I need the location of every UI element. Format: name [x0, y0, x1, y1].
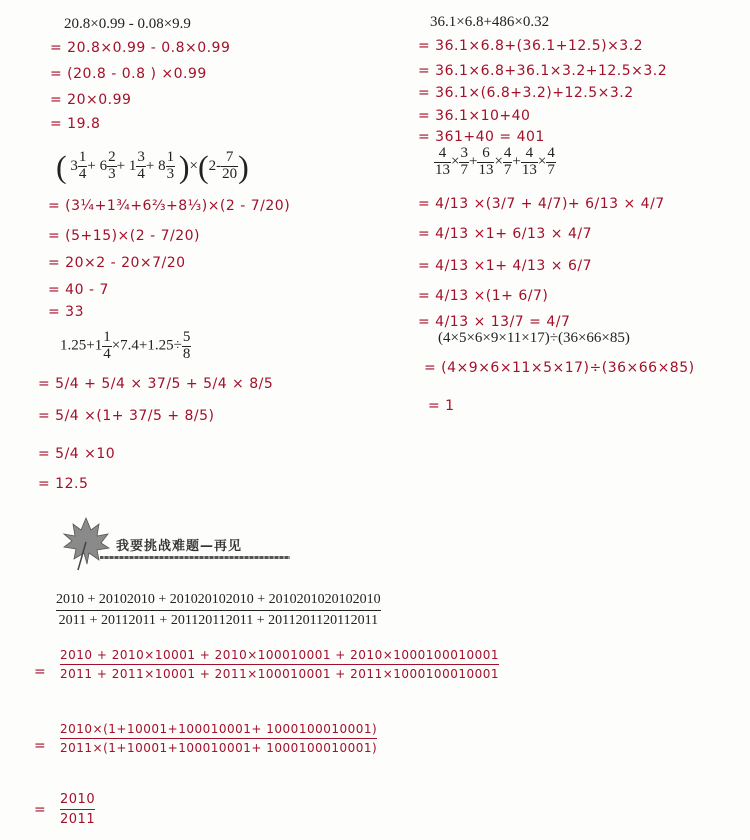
p3-step-3: = 5/4 ×10: [38, 446, 116, 462]
p3-step-1: = 5/4 + 5/4 × 37/5 + 5/4 × 8/5: [38, 376, 274, 392]
problem-3: 1.25+1 $\frac{1}{4}$ ×7.4+1.25÷ $\frac{5}{8}$: [60, 329, 191, 362]
p4-step-2: = 36.1×6.8+36.1×3.2+12.5×3.2: [418, 63, 668, 79]
p5-step-2: = 4/13 ×1+ 6/13 × 4/7: [418, 226, 592, 242]
p7-eq-3: =: [34, 802, 47, 818]
p5-step-5: = 4/13 × 13/7 = 4/7: [418, 314, 571, 330]
p6-step-2: = 1: [428, 398, 455, 414]
p2-step-3: = 20×2 - 20×7/20: [48, 255, 186, 271]
problem-5: $\frac{4}{13}$ × $\frac{3}{7}$ + $\frac{6}{13}$ × $\frac{4}{7}$ + $\frac{4}{13}$ × $\frac{4}{7}$: [435, 145, 555, 178]
p7-step-3: $\frac{2010}{2011}$: [60, 792, 96, 827]
p4-step-1: = 36.1×6.8+(36.1+12.5)×3.2: [418, 38, 644, 54]
p2-step-4: = 40 - 7: [48, 282, 109, 298]
p5-step-1: = 4/13 ×(3/7 + 4/7)+ 6/13 × 4/7: [418, 196, 665, 212]
p1-step-4: = 19.8: [50, 116, 101, 132]
p2-step-2: = (5+15)×(2 - 7/20): [48, 228, 201, 244]
problem-6: (4×5×6×9×11×17)÷(36×66×85): [438, 330, 630, 346]
problem-1: 20.8×0.99 - 0.08×9.9: [64, 16, 191, 32]
p2-step-5: = 33: [48, 304, 84, 320]
problem-7: $\frac{2010 + 20102010 + 201020102010 + 2010201020102010}{2011 + 20112011 + 201120112011 + 2011201120112011}$: [56, 592, 381, 628]
p2-step-1: = (3¼+1¾+6⅔+8⅓)×(2 - 7/20): [48, 198, 291, 214]
p5-step-3: = 4/13 ×1+ 4/13 × 6/7: [418, 258, 592, 274]
p7-step-2: $\frac{2010\times(1+10001+100010001+ 1000100010001)}{2011\times(1+10001+100010001+ 1000100010001)}$: [60, 722, 378, 755]
p7-eq-2: =: [34, 738, 47, 754]
p1-step-2: = (20.8 - 0.8 ) ×0.99: [50, 66, 207, 82]
p7-step-1: $\frac{2010 + 2010\times 10001 + 2010\times 100010001 + 2010\times 1000100010001}{2011 + 2011\times 10001 + 2011\times 100010001 + 2011\times 1000100010001}$: [60, 648, 500, 681]
p7-eq-1: =: [34, 664, 47, 680]
p1-step-1: = 20.8×0.99 - 0.8×0.99: [50, 40, 231, 56]
p5-step-4: = 4/13 ×(1+ 6/7): [418, 288, 549, 304]
p4-step-5: = 361+40 = 401: [418, 129, 545, 145]
problem-2: ( 3 $\frac{1}{4}$ + 6 $\frac{2}{3}$ + 1 $\frac{3}{4}$ + 8 $\frac{1}{3}$ )×(2- $\frac{7}{20}$ ): [56, 148, 249, 185]
p4-step-4: = 36.1×10+40: [418, 108, 531, 124]
p3-step-4: = 12.5: [38, 476, 89, 492]
p6-step-1: = (4×9×6×11×5×17)÷(36×66×85): [424, 360, 695, 376]
p1-step-3: = 20×0.99: [50, 92, 132, 108]
challenge-banner-title: 我要挑战难题—再见: [116, 539, 243, 554]
banner-divider: [100, 556, 290, 559]
p4-step-3: = 36.1×(6.8+3.2)+12.5×3.2: [418, 85, 634, 101]
problem-4: 36.1×6.8+486×0.32: [430, 14, 550, 30]
p3-step-2: = 5/4 ×(1+ 37/5 + 8/5): [38, 408, 215, 424]
